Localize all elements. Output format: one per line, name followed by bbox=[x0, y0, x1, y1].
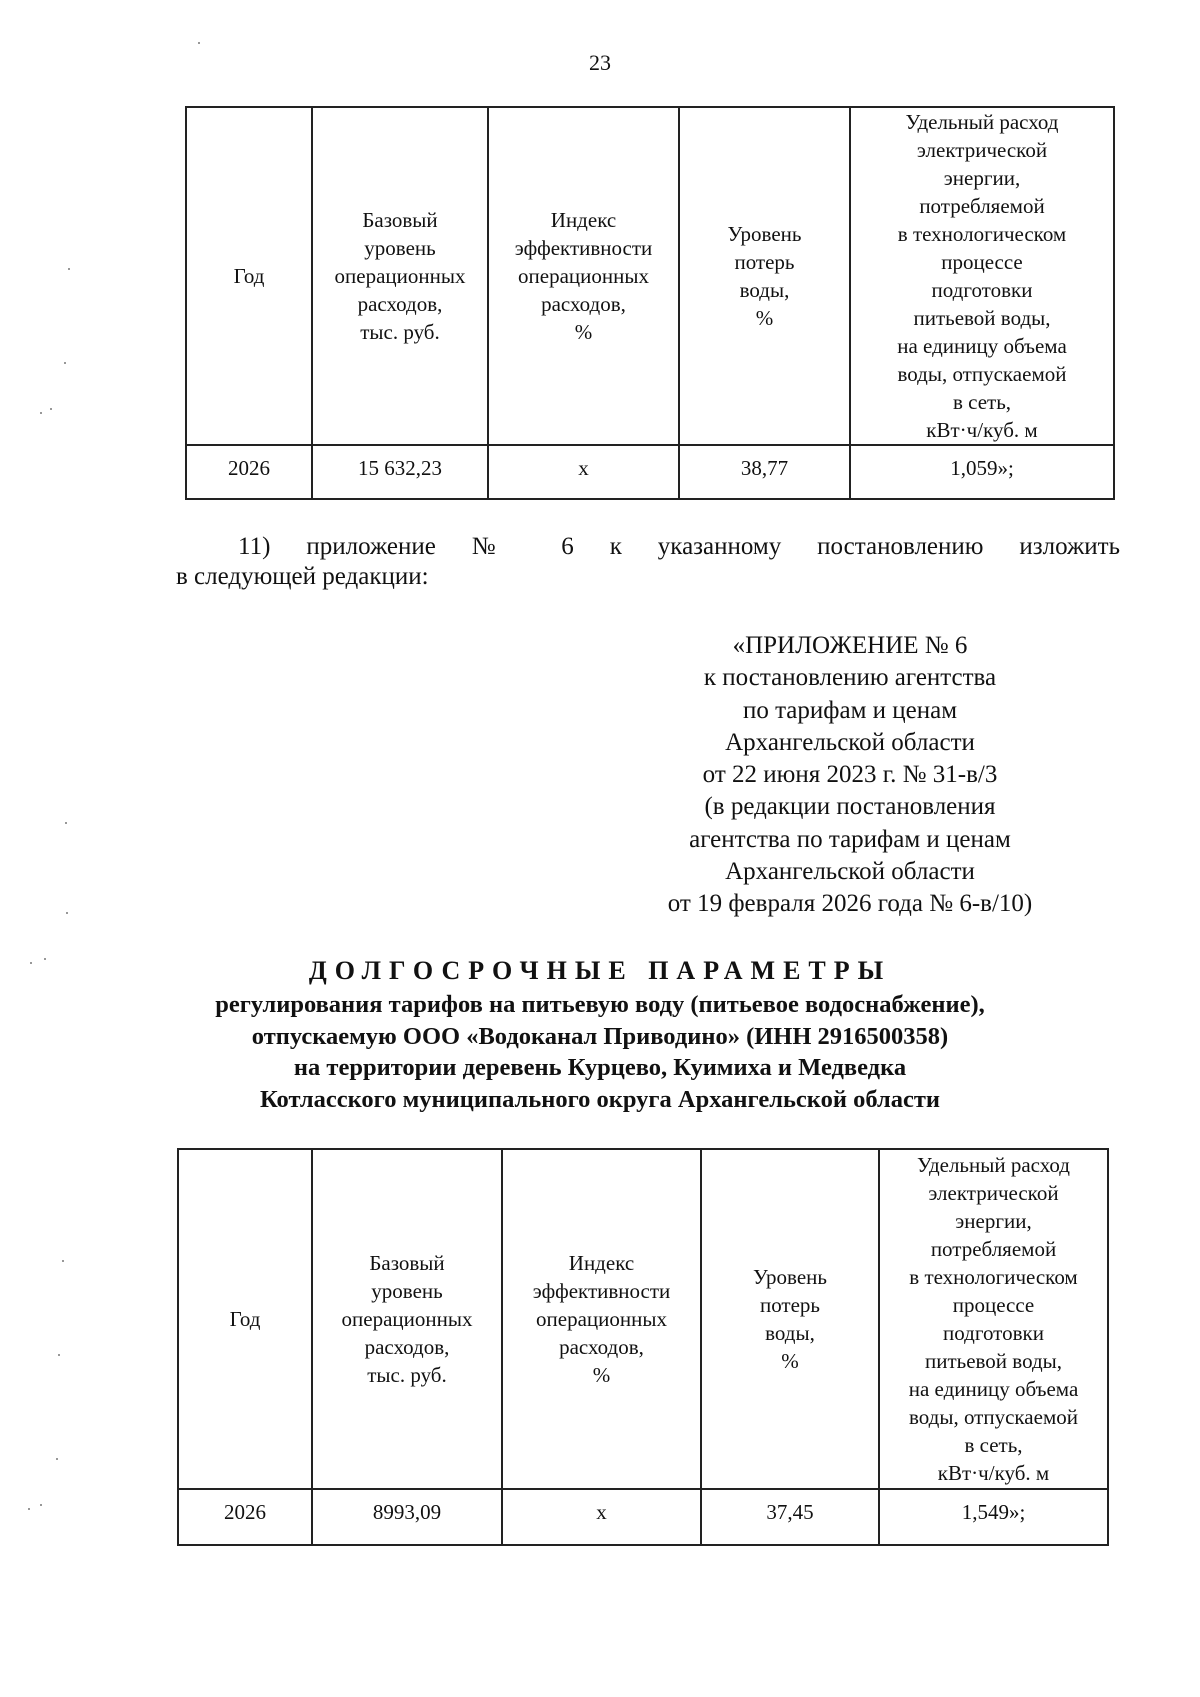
header-line: в сеть, bbox=[964, 1433, 1023, 1457]
cell-efficiency-index: х bbox=[502, 1489, 701, 1545]
cell-water-loss: 37,45 bbox=[701, 1489, 879, 1545]
amendment-paragraph bbox=[176, 532, 1120, 592]
header-line: на единицу объема bbox=[908, 1377, 1079, 1401]
header-line: Удельный расход bbox=[917, 1153, 1070, 1177]
appendix-line: от 19 февраля 2026 года № 6-в/10) bbox=[667, 890, 1033, 918]
appendix-line: (в редакции постановления bbox=[704, 793, 996, 821]
header-line: в технологическом bbox=[897, 222, 1067, 246]
title-line: регулирования тарифов на питьевую воду (питьевое водоснабжение), bbox=[215, 991, 985, 1018]
appendix-line: по тарифам и ценам bbox=[742, 696, 958, 724]
cell-efficiency-index: х bbox=[488, 445, 679, 499]
header-line: электрической bbox=[916, 138, 1048, 162]
header-year: Год bbox=[186, 107, 312, 445]
header-line: энергии, bbox=[955, 1209, 1032, 1233]
cell-water-loss: 38,77 bbox=[679, 445, 850, 499]
cell-energy: 1,059»; bbox=[850, 445, 1114, 499]
table-row bbox=[178, 1489, 1108, 1545]
header-energy-consumption bbox=[850, 107, 1114, 445]
cell-year: 2026 bbox=[186, 445, 312, 499]
header-line: потерь bbox=[759, 1293, 821, 1317]
table-header-row bbox=[186, 107, 1114, 445]
header-line: тыс. руб. bbox=[367, 1363, 447, 1387]
title-line: отпускаемую ООО «Водоканал Приводино» (ИНН 2916500358) bbox=[251, 1022, 949, 1050]
header-line: уровень bbox=[371, 1279, 443, 1303]
header-line: операционных bbox=[334, 264, 466, 288]
header-efficiency-index bbox=[488, 107, 679, 445]
header-line: потерь bbox=[734, 250, 795, 274]
paragraph-line-1: 11) приложение № 6 к указанному постановлению изложить bbox=[238, 533, 1120, 560]
header-line: электрической bbox=[928, 1181, 1059, 1205]
title-line: на территории деревень Курцево, Куимиха и Медведка bbox=[293, 1054, 907, 1081]
header-line: расходов, bbox=[559, 1335, 644, 1359]
header-line: расходов, bbox=[541, 292, 626, 316]
header-line: воды, отпускаемой bbox=[909, 1405, 1078, 1429]
appendix-line: от 22 июня 2023 г. № 31-в/3 bbox=[702, 761, 998, 789]
header-line: Базовый bbox=[362, 208, 438, 232]
header-line: Базовый bbox=[369, 1251, 445, 1275]
header-line: в сеть, bbox=[952, 390, 1012, 414]
header-line: уровень bbox=[364, 236, 436, 260]
appendix-line: Архангельской области bbox=[725, 858, 975, 886]
cell-year: 2026 bbox=[178, 1489, 312, 1545]
header-line: на единицу объема bbox=[897, 334, 1067, 358]
appendix-line: агентства по тарифам и ценам bbox=[689, 825, 1011, 853]
paragraph-line-2: в следующей редакции: bbox=[176, 563, 429, 590]
header-line: потребляемой bbox=[919, 194, 1045, 218]
header-line: расходов, bbox=[357, 292, 443, 316]
header-line: эффективности bbox=[532, 1279, 671, 1303]
appendix-line: к постановлению агентства bbox=[703, 664, 997, 692]
title-line: Котласского муниципального округа Архангельской области bbox=[260, 1085, 940, 1113]
header-line: воды, отпускаемой bbox=[897, 362, 1067, 386]
appendix-line: Архангельской области bbox=[725, 728, 975, 756]
header-line: кВт·ч/куб. м bbox=[926, 418, 1038, 442]
header-line: % bbox=[755, 306, 774, 330]
header-year: Год bbox=[178, 1149, 312, 1489]
header-line: % bbox=[781, 1349, 799, 1373]
header-energy-consumption bbox=[879, 1149, 1108, 1489]
header-water-loss bbox=[679, 107, 850, 445]
header-line: % bbox=[592, 1363, 611, 1387]
header-line: питьевой воды, bbox=[924, 1349, 1063, 1373]
header-base-opex bbox=[312, 107, 488, 445]
header-line: операционных bbox=[536, 1307, 667, 1331]
title-main: ДОЛГОСРОЧНЫЕ ПАРАМЕТРЫ bbox=[308, 956, 892, 985]
header-line: Индекс bbox=[550, 208, 617, 232]
header-line: эффективности bbox=[514, 236, 653, 260]
document-title bbox=[0, 953, 1200, 1115]
header-line: расходов, bbox=[364, 1335, 450, 1359]
header-line: тыс. руб. bbox=[360, 320, 440, 344]
parameters-table-1 bbox=[185, 106, 1115, 500]
appendix-header bbox=[600, 630, 1100, 921]
table-row bbox=[186, 445, 1114, 499]
header-line: Уровень bbox=[727, 222, 802, 246]
header-line: кВт·ч/куб. м bbox=[937, 1461, 1050, 1485]
header-line: в технологическом bbox=[909, 1265, 1078, 1289]
appendix-line: «ПРИЛОЖЕНИЕ № 6 bbox=[732, 632, 968, 659]
header-line: подготовки bbox=[943, 1321, 1044, 1345]
header-line: энергии, bbox=[943, 166, 1021, 190]
header-line: операционных bbox=[518, 264, 649, 288]
header-line: Уровень bbox=[753, 1265, 827, 1289]
header-line: процессе bbox=[941, 250, 1023, 274]
table-header-row bbox=[178, 1149, 1108, 1489]
page-number: 23 bbox=[589, 50, 611, 75]
header-line: Индекс bbox=[568, 1251, 635, 1275]
parameters-table-2 bbox=[177, 1148, 1109, 1546]
header-base-opex bbox=[312, 1149, 502, 1489]
cell-base-opex: 8993,09 bbox=[312, 1489, 502, 1545]
cell-base-opex: 15 632,23 bbox=[312, 445, 488, 499]
header-line: процессе bbox=[952, 1293, 1035, 1317]
header-line: воды, bbox=[765, 1321, 815, 1345]
header-line: операционных bbox=[341, 1307, 473, 1331]
cell-energy: 1,549»; bbox=[879, 1489, 1108, 1545]
header-line: воды, bbox=[739, 278, 790, 302]
header-efficiency-index bbox=[502, 1149, 701, 1489]
header-line: % bbox=[574, 320, 593, 344]
header-line: потребляемой bbox=[930, 1237, 1057, 1261]
header-line: питьевой воды, bbox=[913, 306, 1051, 330]
header-water-loss bbox=[701, 1149, 879, 1489]
header-line: подготовки bbox=[931, 278, 1033, 302]
header-line: Удельный расход bbox=[905, 110, 1059, 134]
